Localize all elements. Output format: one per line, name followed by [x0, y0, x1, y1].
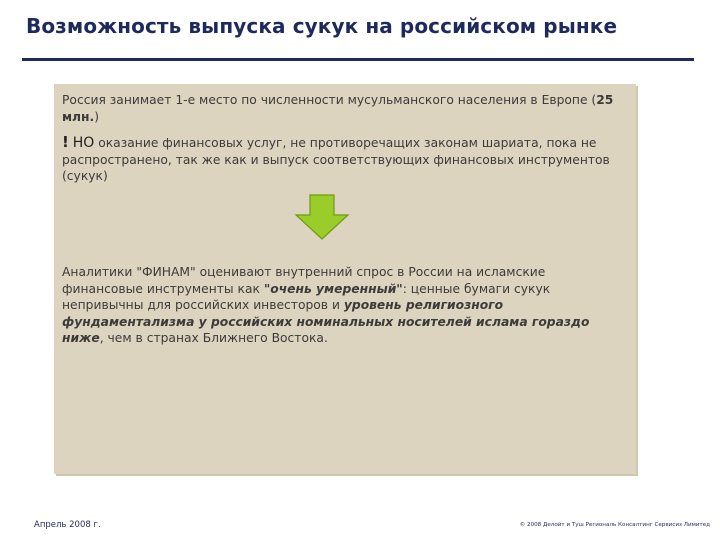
p1-text-after: ) — [94, 109, 100, 124]
paragraph-financial-services — [62, 134, 628, 185]
down-arrow-icon — [294, 194, 350, 240]
paragraph-population — [62, 92, 628, 125]
p3-bold-1: "очень умеренный" — [263, 281, 403, 296]
p3-bold-2: уровень религиозного фундаментализма у российских номинальных носителей ислама гораздо ниже — [62, 298, 590, 346]
title-divider — [22, 58, 694, 61]
p2-text: оказание финансовых услуг, не противоречащих законам шариата, пока не распространено, так же как и выпуск соответствующих финансовых инструментов (сукук) — [62, 136, 610, 184]
slide-title: Возможность выпуска сукук на российском рынке — [26, 14, 618, 38]
p2-lead-word: НО — [72, 135, 95, 151]
exclamation-mark: ! — [62, 133, 69, 151]
p3-text-3: , чем в странах Ближнего Востока. — [99, 331, 328, 346]
footer-date: Апрель 2008 г. — [34, 520, 101, 530]
footer-copyright: © 2008 Делойт и Туш Региональ Консалтинг Сервисиз Лимитед — [519, 522, 710, 528]
p3-text-2: : ценные бумаги сукук непривычны для российских инвесторов и — [62, 281, 551, 313]
p3-text-1: Аналитики "ФИНАМ" оценивают внутренний спрос в России на исламские финансовые инструменты как — [62, 265, 546, 296]
paragraph-finam-analysis — [62, 264, 628, 347]
down-arrow-shape — [296, 195, 348, 239]
p1-bold-number: 25 млн. — [62, 93, 614, 124]
p1-text-before: Россия занимает 1-е место по численности мусульманского населения в Европе ( — [62, 93, 597, 107]
content-box — [54, 84, 636, 474]
